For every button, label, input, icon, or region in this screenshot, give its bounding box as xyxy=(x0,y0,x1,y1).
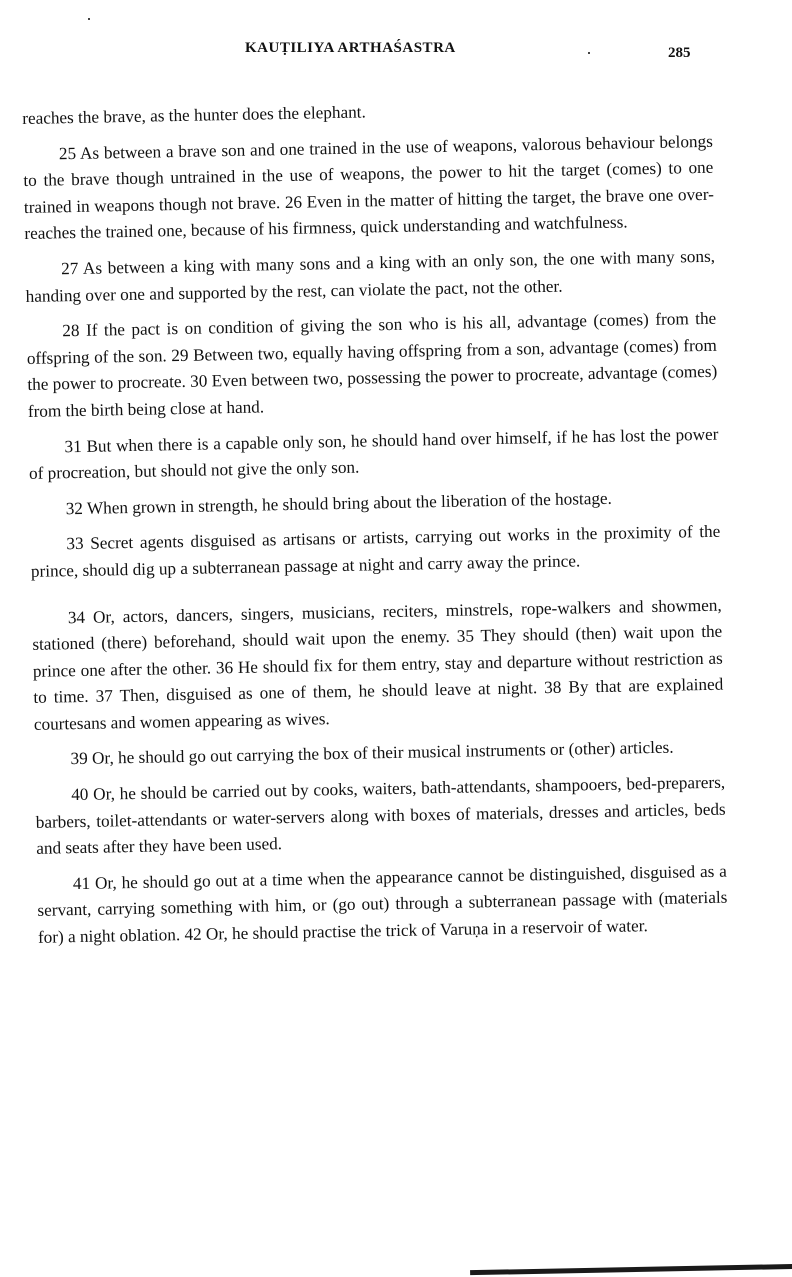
body-text xyxy=(22,93,728,961)
paragraph: reaches the brave, as the hunter does the elephant. xyxy=(22,102,366,128)
running-title: KAUṬILIYA ARTHAŚASTRA xyxy=(245,40,456,56)
paragraph: 33 Secret agents disguised as artisans or artists, carrying out works in the proximity of the prince, should dig up a subterranean passage at night and carry away the prince. xyxy=(30,521,721,581)
scan-speck xyxy=(88,18,90,20)
paragraph: 40 Or, he should be carried out by cooks, waiters, bath-attendants, shampooers, bed-preparers, barbers, toilet-attendants or water-servers along with boxes of materials, dresses and articles, beds and seats after they have been used. xyxy=(35,772,726,859)
paragraph: 31 But when there is a capable only son, he should hand over himself, if he has lost the power of procreation, but should not give the only son. xyxy=(28,424,719,484)
paragraph: 28 If the pact is on condition of giving the son who is his all, advantage (comes) from the offspring of the son. 29 Between two, equally having offspring from a son, advantage (comes) from the power to procreate. 30 Even between two, possessing the power to procreate, advantage (comes) from the birth being close at hand. xyxy=(26,308,718,421)
page-number: 285 xyxy=(668,45,691,61)
scan-speck xyxy=(588,52,590,54)
paragraph: 41 Or, he should go out at a time when the appearance cannot be distinguished, disguised as a servant, carrying something with him, or (go out) through a subterranean passage with (materials for) a night oblation. 42 Or, he should practise the trick of Varuṇa in a reservoir of water. xyxy=(37,861,728,947)
paragraph: 32 When grown in strength, he should bring about the liberation of the hostage. xyxy=(65,488,613,518)
paragraph: 34 Or, actors, dancers, singers, musicians, reciters, minstrels, rope-walkers and showmen, stationed (there) beforehand, should wait upon the enemy. 35 They should (then) wait upon the prince one after the other. 36 He should fix for them entry, stay and departure without restriction as to time. 37 Then, disguised as one of them, he should leave at night. 38 By that are explained courtesans and women appearing as wives. xyxy=(32,595,724,734)
paragraph: 27 As between a king with many sons and a king with an only son, the one with many sons, handing over one and supported by the rest, can violate the pact, not the other. xyxy=(25,246,716,306)
paragraph: 25 As between a brave son and one trained in the use of weapons, valorous behaviour belongs to the brave though untrained in the use of weapons, the power to hit the target (comes) to one trained in weapons though not brave. 26 Even in the matter of hitting the target, the brave one over-reaches the trained one, because of his firmness, quick understanding and watchfulness. xyxy=(23,131,714,244)
running-head xyxy=(0,40,792,70)
scan-edge-shadow xyxy=(470,1264,792,1275)
paragraph: 39 Or, he should go out carrying the box of their musical instruments or (other) articles. xyxy=(70,738,674,769)
